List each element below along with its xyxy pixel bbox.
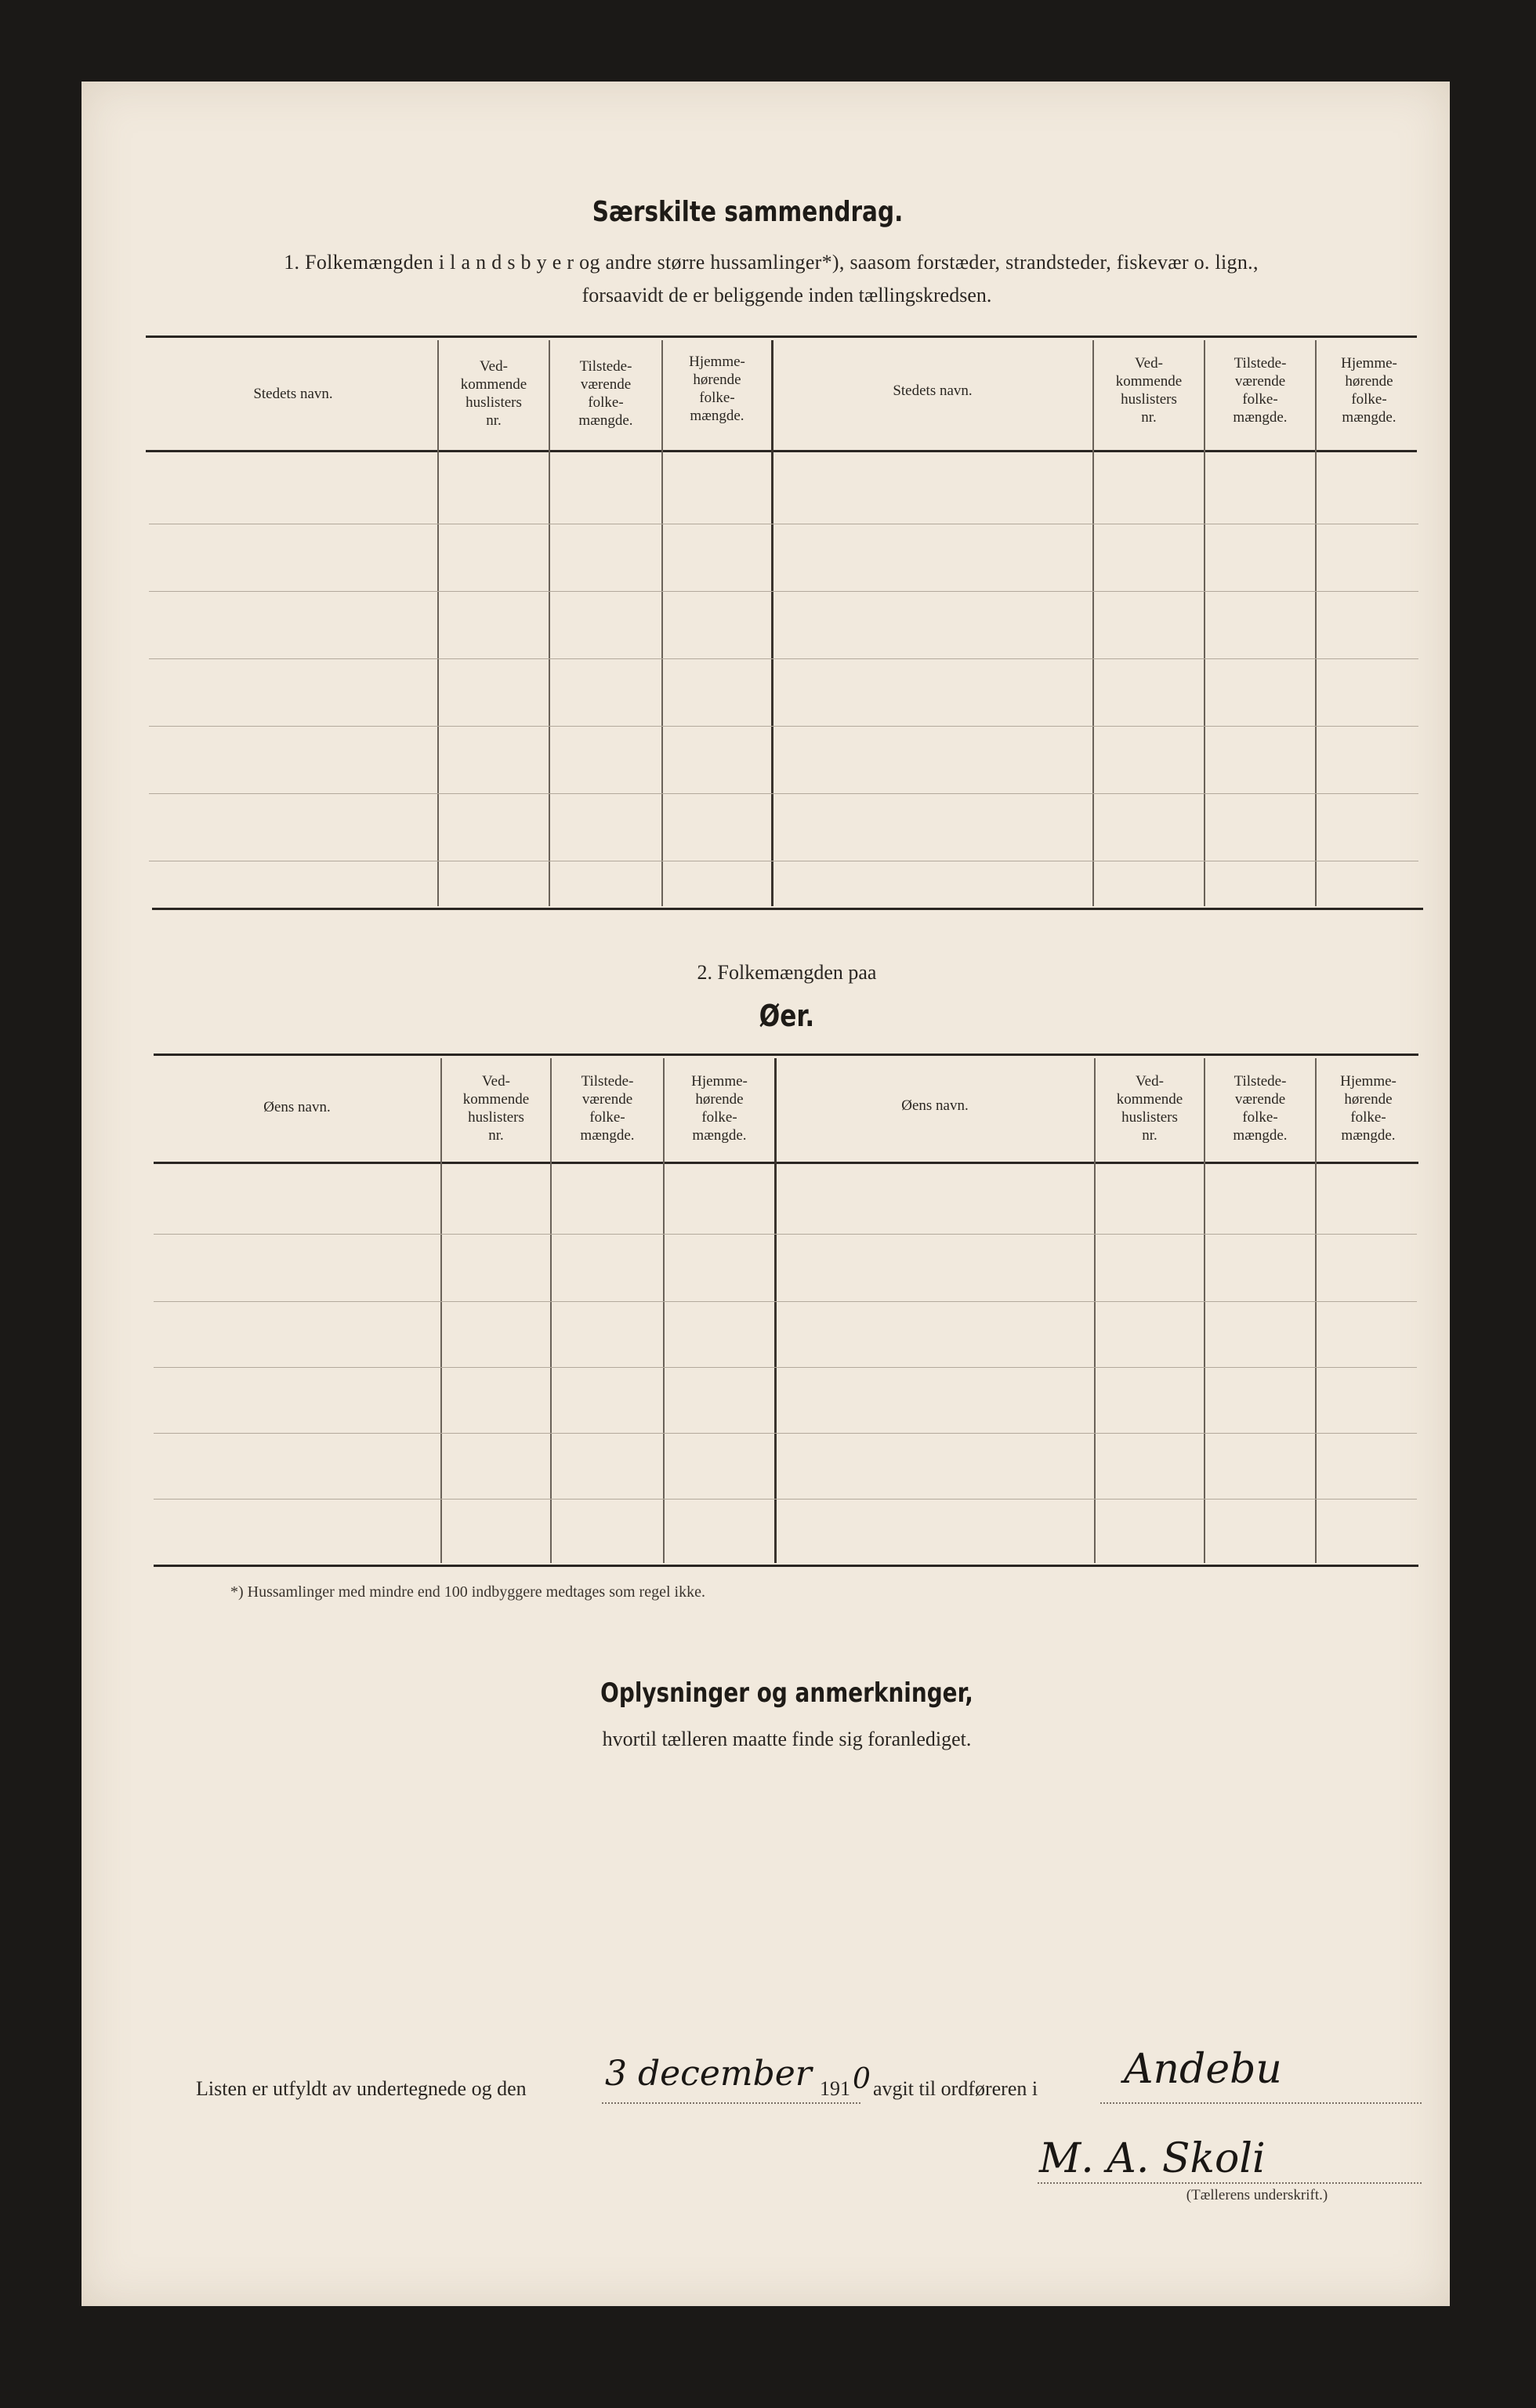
col-header-tilstedevaerende-2-right: Tilstede- værende folke- mængde.	[1233, 1073, 1288, 1144]
col-header-hjemmehorende-right: Hjemme- hørende folke- mængde.	[1341, 355, 1397, 426]
col-header-huslisters-nr-2: Ved- kommende huslisters nr.	[462, 1073, 530, 1144]
col-header-tilstedevaerende: Tilstede- værende folke- mængde.	[578, 358, 633, 429]
remarks-subtitle: hvortil tælleren maatte finde sig foranlediget.	[602, 1728, 972, 1750]
handwritten-date: 3 december	[605, 2054, 812, 2094]
section2-title: Øer.	[759, 999, 815, 1033]
section1-intro-line2: forsaavidt de er beliggende inden tællingskredsen.	[581, 284, 992, 306]
remarks-title: Oplysninger og anmerkninger,	[600, 1677, 973, 1709]
footnote: *) Hussamlinger med mindre end 100 indbyggere medtages som regel ikke.	[230, 1583, 705, 1601]
section2-line1: 2. Folkemængden paa	[697, 961, 877, 984]
col-header-hjemmehorende-2: Hjemme- hørende folke- mængde.	[691, 1073, 748, 1144]
col-header-tilstedevaerende-right: Tilstede- værende folke- mængde.	[1233, 355, 1288, 426]
col-header-tilstedevaerende-2: Tilstede- værende folke- mængde.	[580, 1073, 635, 1144]
signature-label: (Tællerens underskrift.)	[1186, 2187, 1328, 2203]
col-header-huslisters-nr-right: Ved- kommende huslisters nr.	[1115, 355, 1183, 426]
handwritten-place: Andebu	[1124, 2046, 1282, 2093]
col-header-oens-navn-right: Øens navn.	[901, 1097, 969, 1114]
signoff-middle: avgit til ordføreren i	[873, 2077, 1038, 2100]
col-header-hjemmehorende: Hjemme- hørende folke- mængde.	[689, 354, 745, 424]
col-header-stedets-navn: Stedets navn.	[253, 386, 333, 402]
section1-title: Særskilte sammendrag.	[592, 196, 904, 228]
col-header-stedets-navn-right: Stedets navn.	[893, 383, 973, 399]
col-header-huslisters-nr: Ved- kommende huslisters nr.	[460, 358, 527, 429]
col-header-hjemmehorende-2-right: Hjemme- hørende folke- mængde.	[1340, 1073, 1397, 1144]
section1-intro-line1: 1. Folkemængden i l a n d s b y e r og andre større hussamlinger*), saasom forstæder, strandsteder, fiskevær o. lign.,	[284, 251, 1259, 274]
col-header-huslisters-nr-2-right: Ved- kommende huslisters nr.	[1116, 1073, 1183, 1144]
census-form-page	[82, 82, 1450, 2306]
printed-year: 191	[820, 2077, 850, 2100]
signoff-prefix: Listen er utfyldt av undertegnede og den	[196, 2077, 527, 2100]
col-header-oens-navn: Øens navn.	[263, 1099, 331, 1115]
handwritten-year-digit: 0	[853, 2063, 871, 2095]
enumerator-signature: M. A. Skoli	[1039, 2135, 1266, 2182]
